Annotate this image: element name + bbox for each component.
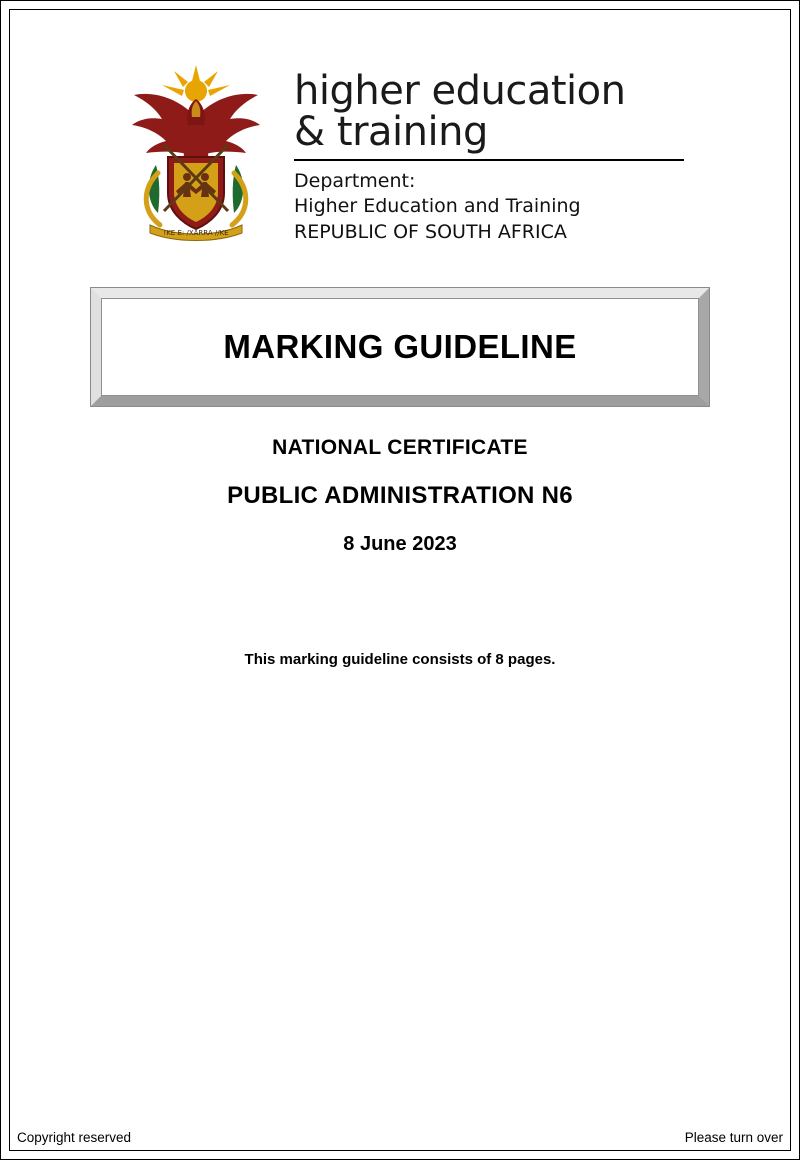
header-divider xyxy=(294,159,684,161)
country-name: REPUBLIC OF SOUTH AFRICA xyxy=(294,220,567,243)
footer-copyright: Copyright reserved xyxy=(17,1130,132,1145)
certificate-level: NATIONAL CERTIFICATE xyxy=(272,436,528,459)
department-title-line1: higher education xyxy=(294,68,626,114)
department-title-line2: & training xyxy=(294,108,488,155)
page-count-note: This marking guideline consists of 8 pages. xyxy=(244,651,556,668)
document-header xyxy=(41,61,759,246)
department-name: Higher Education and Training xyxy=(294,195,581,218)
south-africa-coat-of-arms-icon xyxy=(116,61,276,246)
document-subtitles xyxy=(41,436,759,556)
department-text-block xyxy=(294,61,684,246)
department-label: Department: xyxy=(294,169,416,192)
subject-title: PUBLIC ADMINISTRATION N6 xyxy=(227,482,573,509)
page-title: MARKING GUIDELINE xyxy=(223,328,577,365)
page-content xyxy=(1,1,799,1159)
footer-turn-over: Please turn over xyxy=(684,1130,783,1145)
page-footer xyxy=(17,1130,783,1145)
marking-guideline-plaque xyxy=(91,288,709,406)
svg-text:!KE E: /XARRA //KE: !KE E: /XARRA //KE xyxy=(163,229,229,237)
exam-date: 8 June 2023 xyxy=(343,533,457,555)
